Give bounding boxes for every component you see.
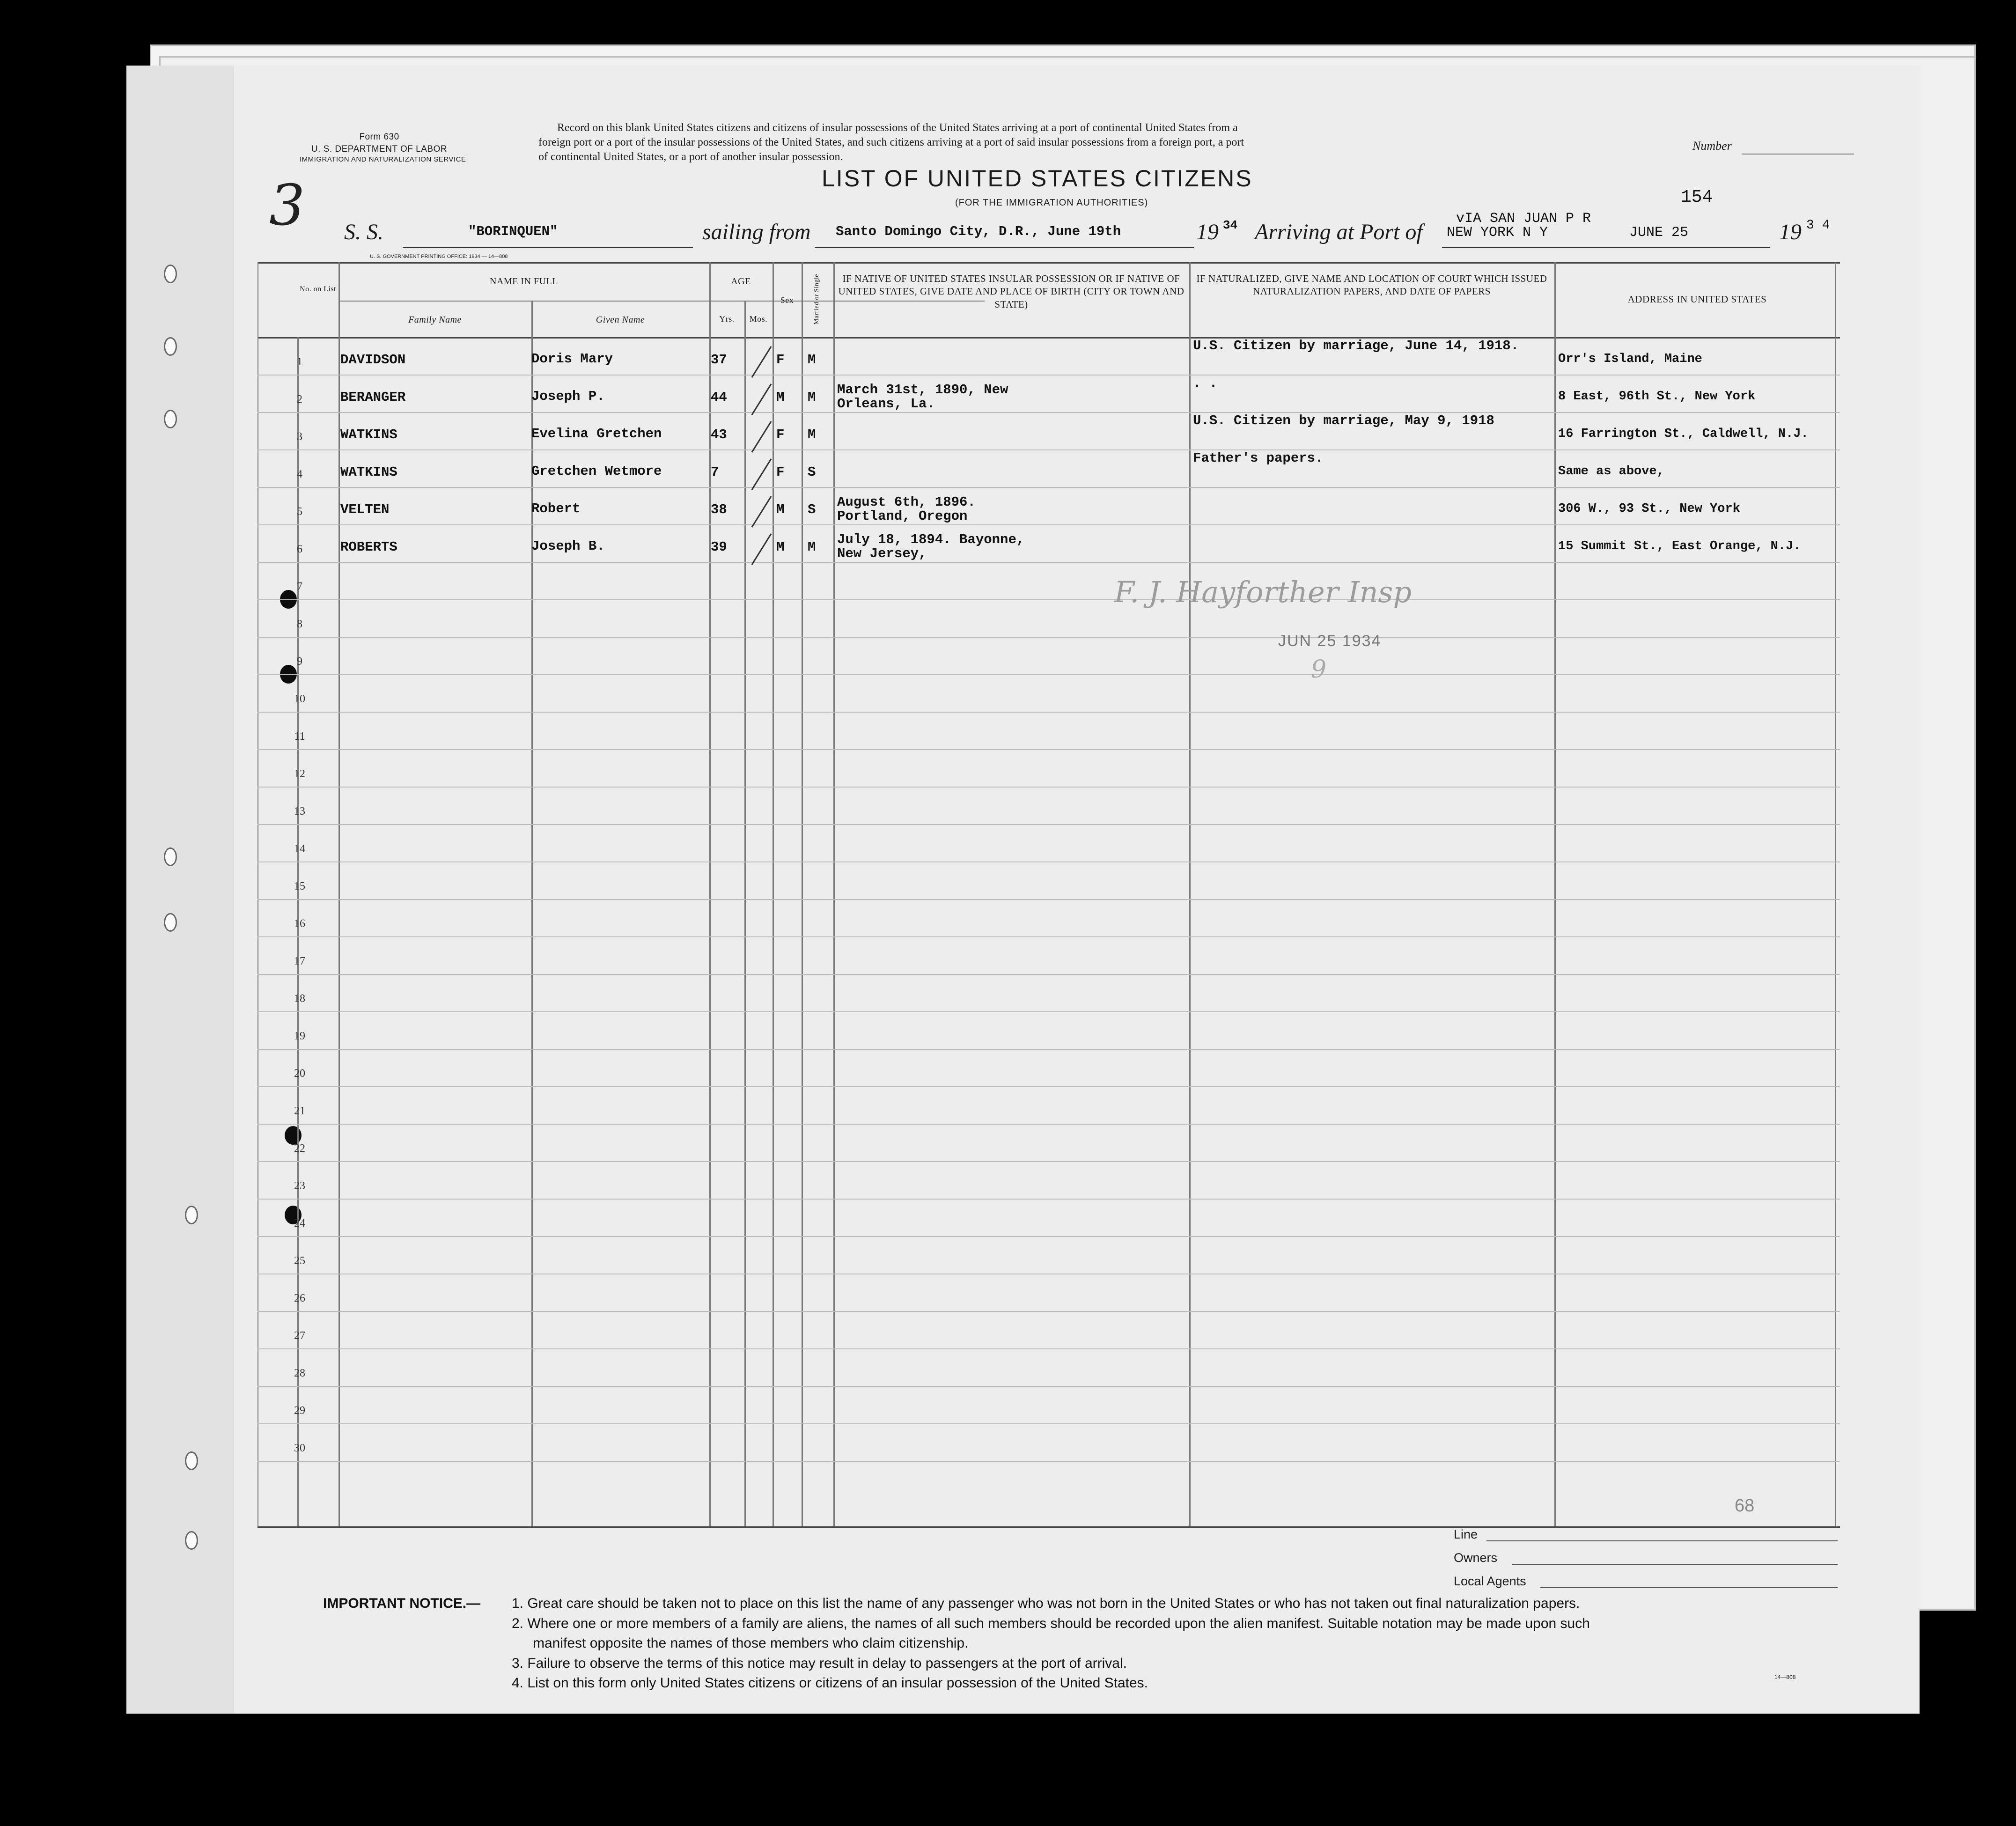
arriving-label: Arriving at Port of [1255, 220, 1423, 244]
marital-status: M [808, 539, 816, 555]
age-slash-mark [751, 421, 772, 453]
row-rule [258, 1199, 1840, 1200]
instruction-line: Record on this blank United States citizens and citizens of insular possessions of the United States arriving at a port of continental United States from a [557, 122, 1238, 134]
passenger-table [258, 262, 1840, 1526]
family-name: BERANGER [340, 390, 406, 405]
row-rule [258, 824, 1840, 825]
birth-info: July 18, 1894. Bayonne, New Jersey, [837, 532, 1025, 562]
row-rule [258, 861, 1840, 862]
list-number: 154 [1681, 187, 1713, 207]
instruction-line: foreign port or a port of the insular possessions of the United States, and such citizens arriving at a port of said insular possessions from a foreign port, a port [538, 136, 1244, 149]
instruction-line: of continental United States, or a port of another insular possession. [538, 151, 843, 163]
age-slash-mark [751, 496, 772, 528]
row-rule [258, 1423, 1840, 1424]
row-rule [258, 1348, 1840, 1349]
given-name: Gretchen Wetmore [531, 464, 662, 479]
row-number: 3 [297, 431, 302, 443]
row-number: 20 [294, 1068, 305, 1080]
notice-item-4: 4. List on this form only United States citizens or citizens of an insular possession of the United States. [512, 1675, 1148, 1691]
col-rule-given [709, 262, 711, 1526]
birth-info: March 31st, 1890, New Orleans, La. [837, 382, 1008, 412]
row-number: 8 [297, 618, 302, 630]
birth-info: August 6th, 1896. Portland, Oregon [837, 494, 976, 524]
age-years: 7 [711, 464, 719, 480]
header-no: No. on List [300, 285, 336, 293]
printing-office: U. S. GOVERNMENT PRINTING OFFICE: 1934 — 14—808 [370, 254, 508, 259]
row-number: 14 [294, 843, 305, 855]
row-rule [258, 637, 1840, 638]
row-rule [258, 1311, 1840, 1312]
row-number: 29 [294, 1405, 305, 1417]
header-age: AGE [731, 276, 751, 287]
given-name: Robert [531, 501, 581, 516]
given-name: Joseph B. [531, 538, 605, 554]
owners-rule [1512, 1564, 1838, 1565]
row-number: 13 [294, 805, 305, 817]
us-address: 306 W., 93 St., New York [1558, 502, 1740, 516]
agents-label: Local Agents [1454, 1574, 1526, 1588]
binder-hole [185, 1531, 198, 1550]
binder-hole [185, 1206, 198, 1224]
row-rule [258, 674, 1840, 675]
department-name: U. S. DEPARTMENT OF LABOR [311, 144, 448, 154]
number-label: Number [1692, 139, 1732, 153]
arrival-line [1442, 247, 1770, 248]
row-rule [258, 487, 1840, 488]
binder-hole [164, 847, 177, 866]
row-number: 21 [294, 1105, 305, 1117]
sailing-year: 34 [1223, 218, 1238, 232]
age-slash-mark [751, 533, 772, 565]
print-code: 14—808 [1774, 1674, 1796, 1680]
row-rule [258, 787, 1840, 788]
col-rule-naturalized [1554, 262, 1556, 1526]
header-family-name: Family Name [408, 315, 462, 325]
corner-mark: 68 [1735, 1496, 1755, 1516]
form-number: Form 630 [359, 132, 399, 142]
table-bottom-rule [258, 1526, 1840, 1528]
age-slash-mark [751, 346, 772, 378]
row-number: 1 [297, 356, 302, 368]
row-rule [258, 412, 1840, 413]
notice-list [512, 1594, 1590, 1693]
row-rule [258, 1011, 1840, 1012]
sex: M [776, 539, 785, 555]
row-rule [258, 1124, 1840, 1125]
row-rule [258, 1236, 1840, 1237]
col-rule-married [833, 262, 835, 1526]
binder-hole [185, 1451, 198, 1470]
arrival-year: 3 4 [1806, 218, 1830, 233]
given-name: Joseph P. [531, 389, 605, 404]
family-name: VELTEN [340, 502, 390, 517]
row-rule [258, 936, 1840, 937]
header-bottom-rule [258, 337, 1840, 339]
line-label: Line [1454, 1527, 1478, 1541]
page-title: LIST OF UNITED STATES CITIZENS [822, 165, 1253, 191]
binder-hole [164, 265, 177, 283]
age-slash-mark [751, 458, 772, 490]
age-years: 39 [711, 539, 727, 555]
via-port: vIA SAN JUAN P R [1456, 211, 1591, 227]
notice-item-1: 1. Great care should be taken not to place on this list the name of any passenger who was not born in the United States or who has not taken out final naturalization papers. [512, 1596, 1580, 1611]
row-number: 18 [294, 993, 305, 1005]
row-number: 10 [294, 693, 305, 705]
header-naturalized: IF NATURALIZED, GIVE NAME AND LOCATION OF COURT WHICH ISSUED NATURALIZATION PAPERS, AND DATE OF PAPERS [1196, 273, 1547, 297]
header-sex: Sex [780, 295, 794, 305]
row-number: 30 [294, 1442, 305, 1454]
page-subtitle: (FOR THE IMMIGRATION AUTHORITIES) [955, 198, 1148, 208]
sailing-from: Santo Domingo City, D.R., June 19th [836, 224, 1121, 239]
arrival-year-prefix: 19 [1779, 220, 1802, 244]
row-number: 12 [294, 768, 305, 780]
sailing-from-label: sailing from [702, 220, 811, 244]
arrival-port: NEW YORK N Y [1447, 225, 1548, 241]
row-rule [258, 1386, 1840, 1387]
row-number: 22 [294, 1142, 305, 1155]
header-mos: Mos. [749, 314, 768, 324]
row-rule [258, 524, 1840, 525]
sex: M [776, 390, 785, 405]
row-rule [258, 599, 1840, 600]
naturalization-info: . . [1193, 376, 1218, 391]
row-rule [258, 899, 1840, 900]
col-rule-family [531, 301, 533, 1526]
service-name: IMMIGRATION AND NATURALIZATION SERVICE [300, 155, 466, 164]
binder-hole [164, 410, 177, 428]
us-address: 15 Summit St., East Orange, N.J. [1558, 539, 1801, 553]
family-name: WATKINS [340, 427, 397, 442]
header-address: ADDRESS IN UNITED STATES [1627, 294, 1767, 305]
ss-label: S. S. [344, 220, 383, 244]
table-top-rule [258, 262, 1840, 264]
row-rule [258, 712, 1840, 713]
row-rule [258, 1161, 1840, 1162]
col-rule-yrs [744, 301, 746, 1526]
col-rule-no [338, 262, 340, 1526]
family-name: ROBERTS [340, 539, 397, 555]
family-name: WATKINS [340, 464, 397, 480]
form-info [300, 131, 466, 165]
marital-status: S [808, 502, 816, 517]
marital-status: M [808, 390, 816, 405]
sheet-mark: 3 [269, 173, 305, 238]
row-number: 4 [297, 468, 302, 480]
notice-item-2: 2. Where one or more members of a family are aliens, the names of all such members should be recorded upon the alien manifest. Suitable notation may be made upon such [512, 1615, 1590, 1631]
binder-hole [164, 913, 177, 932]
stamp-initials: 9 [1311, 655, 1327, 684]
age-years: 43 [711, 427, 727, 442]
sex: F [776, 352, 785, 368]
row-number: 25 [294, 1255, 305, 1267]
header-married: Married or Single [813, 274, 820, 325]
naturalization-info: U.S. Citizen by marriage, May 9, 1918 [1193, 413, 1494, 428]
us-address: Same as above, [1558, 464, 1664, 479]
row-rule [258, 375, 1840, 376]
binder-hole [164, 337, 177, 356]
col-rule-sex [802, 262, 803, 1526]
row-number: 27 [294, 1330, 305, 1342]
row-rule [258, 749, 1840, 750]
us-address: 16 Farrington St., Caldwell, N.J. [1558, 427, 1809, 441]
row-rule [258, 449, 1840, 450]
family-name: DAVIDSON [340, 352, 406, 368]
ship-line [403, 247, 693, 248]
row-number: 17 [294, 955, 305, 967]
age-years: 38 [711, 502, 727, 517]
given-name: Doris Mary [531, 351, 613, 367]
sex: F [776, 464, 785, 480]
marital-status: M [808, 427, 816, 442]
row-number: 16 [294, 918, 305, 930]
row-rule [258, 1461, 1840, 1462]
row-number: 26 [294, 1292, 305, 1304]
inspector-signature: F. J. Hayforther Insp [1114, 575, 1412, 609]
col-rule-native [1189, 262, 1191, 1526]
marital-status: S [808, 464, 816, 480]
us-address: Orr's Island, Maine [1558, 352, 1702, 366]
header-yrs: Yrs. [719, 314, 735, 324]
number-line [1742, 154, 1854, 155]
notice-title: IMPORTANT NOTICE.— [323, 1596, 481, 1611]
row-rule [258, 974, 1840, 975]
marital-status: M [808, 352, 816, 368]
row-number: 24 [294, 1217, 305, 1230]
given-name: Evelina Gretchen [531, 426, 662, 442]
row-number: 5 [297, 506, 302, 518]
row-rule [258, 562, 1840, 563]
row-rule [258, 1049, 1840, 1050]
row-number: 23 [294, 1180, 305, 1192]
arrival-date: JUNE 25 [1629, 225, 1689, 241]
header-name-in-full: NAME IN FULL [490, 276, 558, 287]
row-number: 11 [294, 730, 305, 743]
header-native: IF NATIVE OF UNITED STATES INSULAR POSSESSION OR IF NATIVE OF UNITED STATES, GIVE DATE AND PLACE OF BIRTH (CITY OR TOWN AND STATE) [838, 273, 1185, 310]
sailing-year-prefix: 19 [1196, 220, 1219, 244]
us-address: 8 East, 96th St., New York [1558, 390, 1756, 404]
agents-rule [1540, 1587, 1838, 1588]
row-number: 19 [294, 1030, 305, 1042]
naturalization-info: Father's papers. [1193, 450, 1324, 466]
sex: F [776, 427, 785, 442]
col-rule-age [773, 262, 774, 1526]
date-stamp: JUN 25 1934 [1278, 632, 1382, 650]
notice-item-3: 3. Failure to observe the terms of this notice may result in delay to passengers at the port of arrival. [512, 1655, 1127, 1671]
ship-name: "BORINQUEN" [468, 224, 558, 239]
row-number: 9 [297, 655, 302, 668]
row-number: 15 [294, 880, 305, 892]
row-number: 2 [297, 393, 302, 405]
header-given-name: Given Name [596, 315, 645, 325]
age-years: 37 [711, 352, 727, 368]
row-number: 28 [294, 1367, 305, 1379]
sex: M [776, 502, 785, 517]
row-number: 7 [297, 581, 302, 593]
owners-label: Owners [1454, 1551, 1498, 1565]
sailing-line [815, 247, 1194, 248]
age-years: 44 [711, 390, 727, 405]
notice-item-2-cont: manifest opposite the names of those members who claim citizenship. [533, 1635, 969, 1651]
line-rule [1486, 1540, 1838, 1541]
naturalization-info: U.S. Citizen by marriage, June 14, 1918. [1193, 338, 1519, 353]
col-rule-address [1835, 262, 1836, 1526]
row-rule [258, 1086, 1840, 1087]
row-number: 6 [297, 543, 302, 555]
form-instructions [538, 121, 1244, 165]
age-slash-mark [751, 383, 772, 415]
binding-strip [126, 66, 234, 1714]
